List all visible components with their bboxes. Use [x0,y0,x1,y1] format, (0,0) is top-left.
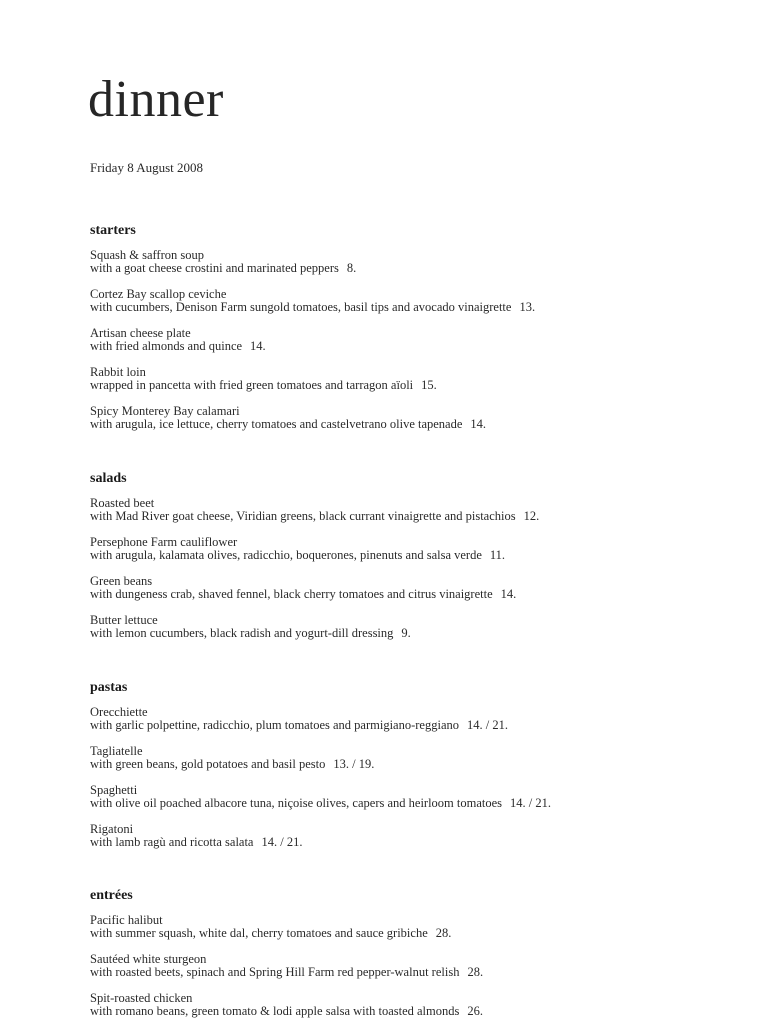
item-name: Squash & saffron soup [90,248,205,262]
item-description [90,927,483,940]
item-desc-text: with olive oil poached albacore tuna, niçoise olives, capers and heirloom tomatoes [90,796,503,810]
menu-title: dinner [88,71,224,128]
item-description [90,758,551,771]
section-heading: entrées [90,888,133,903]
item-price: 11. [489,548,506,562]
section-heading: salads [90,471,127,486]
item-price: 14. [470,417,487,431]
menu-date: Friday 8 August 2008 [90,160,204,175]
item-description [90,262,535,275]
item-desc-text: with romano beans, green tomato & lodi apple salsa with toasted almonds [90,1004,460,1018]
section-salads [90,471,539,653]
item-description [90,340,535,353]
item-price: 14. / 21. [467,718,508,732]
menu-item [90,953,483,979]
item-desc-text: with cucumbers, Denison Farm sungold tomatoes, basil tips and avocado vinaigrette [90,300,512,314]
item-description [90,836,551,849]
item-name: Artisan cheese plate [90,326,191,340]
item-description [90,379,535,392]
item-name: Cortez Bay scallop ceviche [90,287,227,301]
item-description [90,510,539,523]
item-description [90,1005,483,1018]
menu-item [90,575,539,601]
menu-item [90,706,551,732]
menu-item [90,249,535,275]
section-entrees [90,888,483,1031]
item-price: 14. / 21. [261,835,303,849]
item-description [90,301,535,314]
menu-item [90,405,535,431]
item-name: Green beans [90,574,153,588]
item-price: 14. [500,587,517,601]
section-heading: starters [90,223,136,238]
item-price: 13. [519,300,536,314]
item-name: Spicy Monterey Bay calamari [90,404,240,418]
item-desc-text: with garlic polpettine, radicchio, plum tomatoes and parmigiano-reggiano [90,718,459,732]
item-price: 15. [421,378,437,392]
item-desc-text: with roasted beets, spinach and Spring Hill Farm red pepper-walnut relish [90,965,460,979]
item-description [90,966,483,979]
item-desc-text: with arugula, kalamata olives, radicchio, boquerones, pinenuts and salsa verde [90,548,482,562]
menu-item [90,745,551,771]
item-desc-text: with arugula, ice lettuce, cherry tomatoes and castelvetrano olive tapenade [90,417,463,431]
menu-item [90,914,483,940]
item-name: Tagliatelle [90,744,143,758]
item-price: 26. [467,1004,483,1018]
section-starters [90,223,535,444]
menu-item [90,536,539,562]
item-name: Spaghetti [90,783,138,797]
item-description [90,627,539,640]
menu-item [90,614,539,640]
item-name: Pacific halibut [90,913,163,927]
item-price: 13. / 19. [333,757,375,771]
menu-item [90,288,535,314]
menu-item [90,823,551,849]
menu-item [90,992,483,1018]
item-description [90,719,551,732]
item-desc-text: with summer squash, white dal, cherry tomatoes and sauce gribiche [90,926,428,940]
item-name: Persephone Farm cauliflower [90,535,238,549]
item-desc-text: with lamb ragù and ricotta salata [90,835,254,849]
item-desc-text: with Mad River goat cheese, Viridian greens, black currant vinaigrette and pistachios [90,509,516,523]
item-desc-text: with dungeness crab, shaved fennel, black cherry tomatoes and citrus vinaigrette [90,587,493,601]
item-name: Rabbit loin [90,365,146,379]
item-description [90,549,539,562]
item-desc-text: with lemon cucumbers, black radish and yogurt-dill dressing [90,626,394,640]
item-name: Spit-roasted chicken [90,991,193,1005]
item-price: 14. [250,339,266,353]
item-description [90,797,551,810]
section-pastas [90,680,551,862]
item-price: 28. [467,965,484,979]
item-price: 9. [401,626,411,640]
menu-item [90,366,535,392]
item-desc-text: with a goat cheese crostini and marinated peppers [90,261,339,275]
item-name: Rigatoni [90,822,134,836]
menu-item [90,327,535,353]
item-name: Orecchiette [90,705,148,719]
item-desc-text: with green beans, gold potatoes and basil pesto [90,757,326,771]
item-name: Roasted beet [90,496,155,510]
menu-item [90,784,551,810]
item-name: Sautéed white sturgeon [90,952,207,966]
section-heading: pastas [90,680,128,695]
item-description [90,418,535,431]
item-price: 28. [435,926,452,940]
item-desc-text: with fried almonds and quince [90,339,243,353]
item-price: 12. [523,509,540,523]
item-name: Butter lettuce [90,613,158,627]
menu-item [90,497,539,523]
item-price: 14. / 21. [510,796,552,810]
item-description [90,588,539,601]
item-desc-text: wrapped in pancetta with fried green tomatoes and tarragon aïoli [90,378,414,392]
item-price: 8. [346,261,357,275]
